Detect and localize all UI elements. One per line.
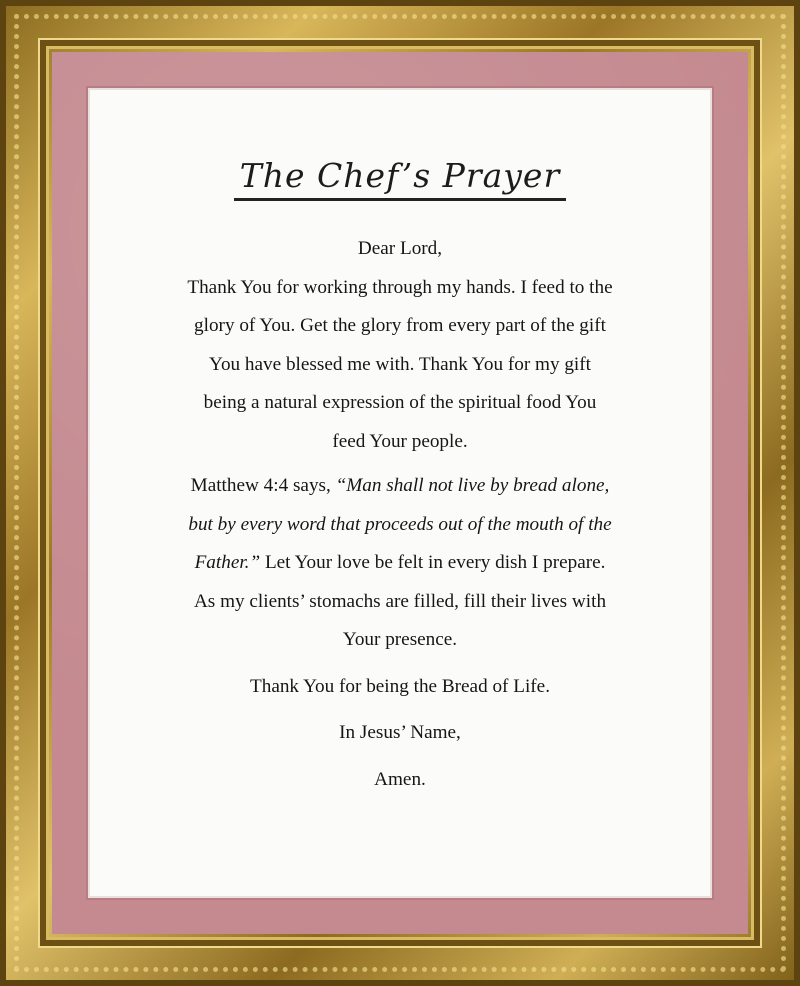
- paragraph2-text: Let Your love be felt in every dish I prepare.: [260, 552, 606, 573]
- paragraph1-line: feed Your people.: [332, 430, 468, 452]
- scripture-line: [140, 544, 660, 583]
- title-container: [90, 158, 710, 201]
- paragraph-gap: [140, 753, 660, 761]
- amen: Amen.: [374, 768, 426, 790]
- prayer-body: [140, 230, 660, 799]
- closing-line: Thank You for being the Bread of Life.: [250, 675, 550, 697]
- paragraph1-line: Thank You for working through my hands. I feed to the: [187, 276, 613, 298]
- prayer-title: The Chef’s Prayer: [234, 158, 566, 201]
- scripture-quote-middle: but by every word that proceeds out of the mouth of the: [188, 513, 612, 535]
- paragraph1-line: You have blessed me with. Thank You for my gift: [209, 353, 591, 375]
- sign-off: In Jesus’ Name,: [339, 722, 461, 743]
- greeting: Dear Lord,: [357, 238, 443, 259]
- paragraph1-line: glory of You. Get the glory from every part of the gift: [194, 315, 606, 336]
- paragraph2-line: As my clients’ stomachs are filled, fill their lives with: [193, 590, 607, 612]
- scripture-reference: Matthew 4:4 says,: [190, 475, 336, 496]
- scripture-line: [140, 467, 660, 506]
- scripture-quote-start: “Man shall not live by bread alone,: [335, 475, 610, 496]
- paragraph-gap: [140, 706, 660, 714]
- scripture-quote-end: Father.”: [194, 552, 261, 573]
- paragraph-gap: [140, 660, 660, 668]
- paragraph2-line: Your presence.: [342, 629, 458, 650]
- scripture-line: [140, 506, 660, 545]
- prayer-paper: [90, 90, 710, 896]
- paragraph1-line: being a natural expression of the spiritual food You: [203, 392, 597, 413]
